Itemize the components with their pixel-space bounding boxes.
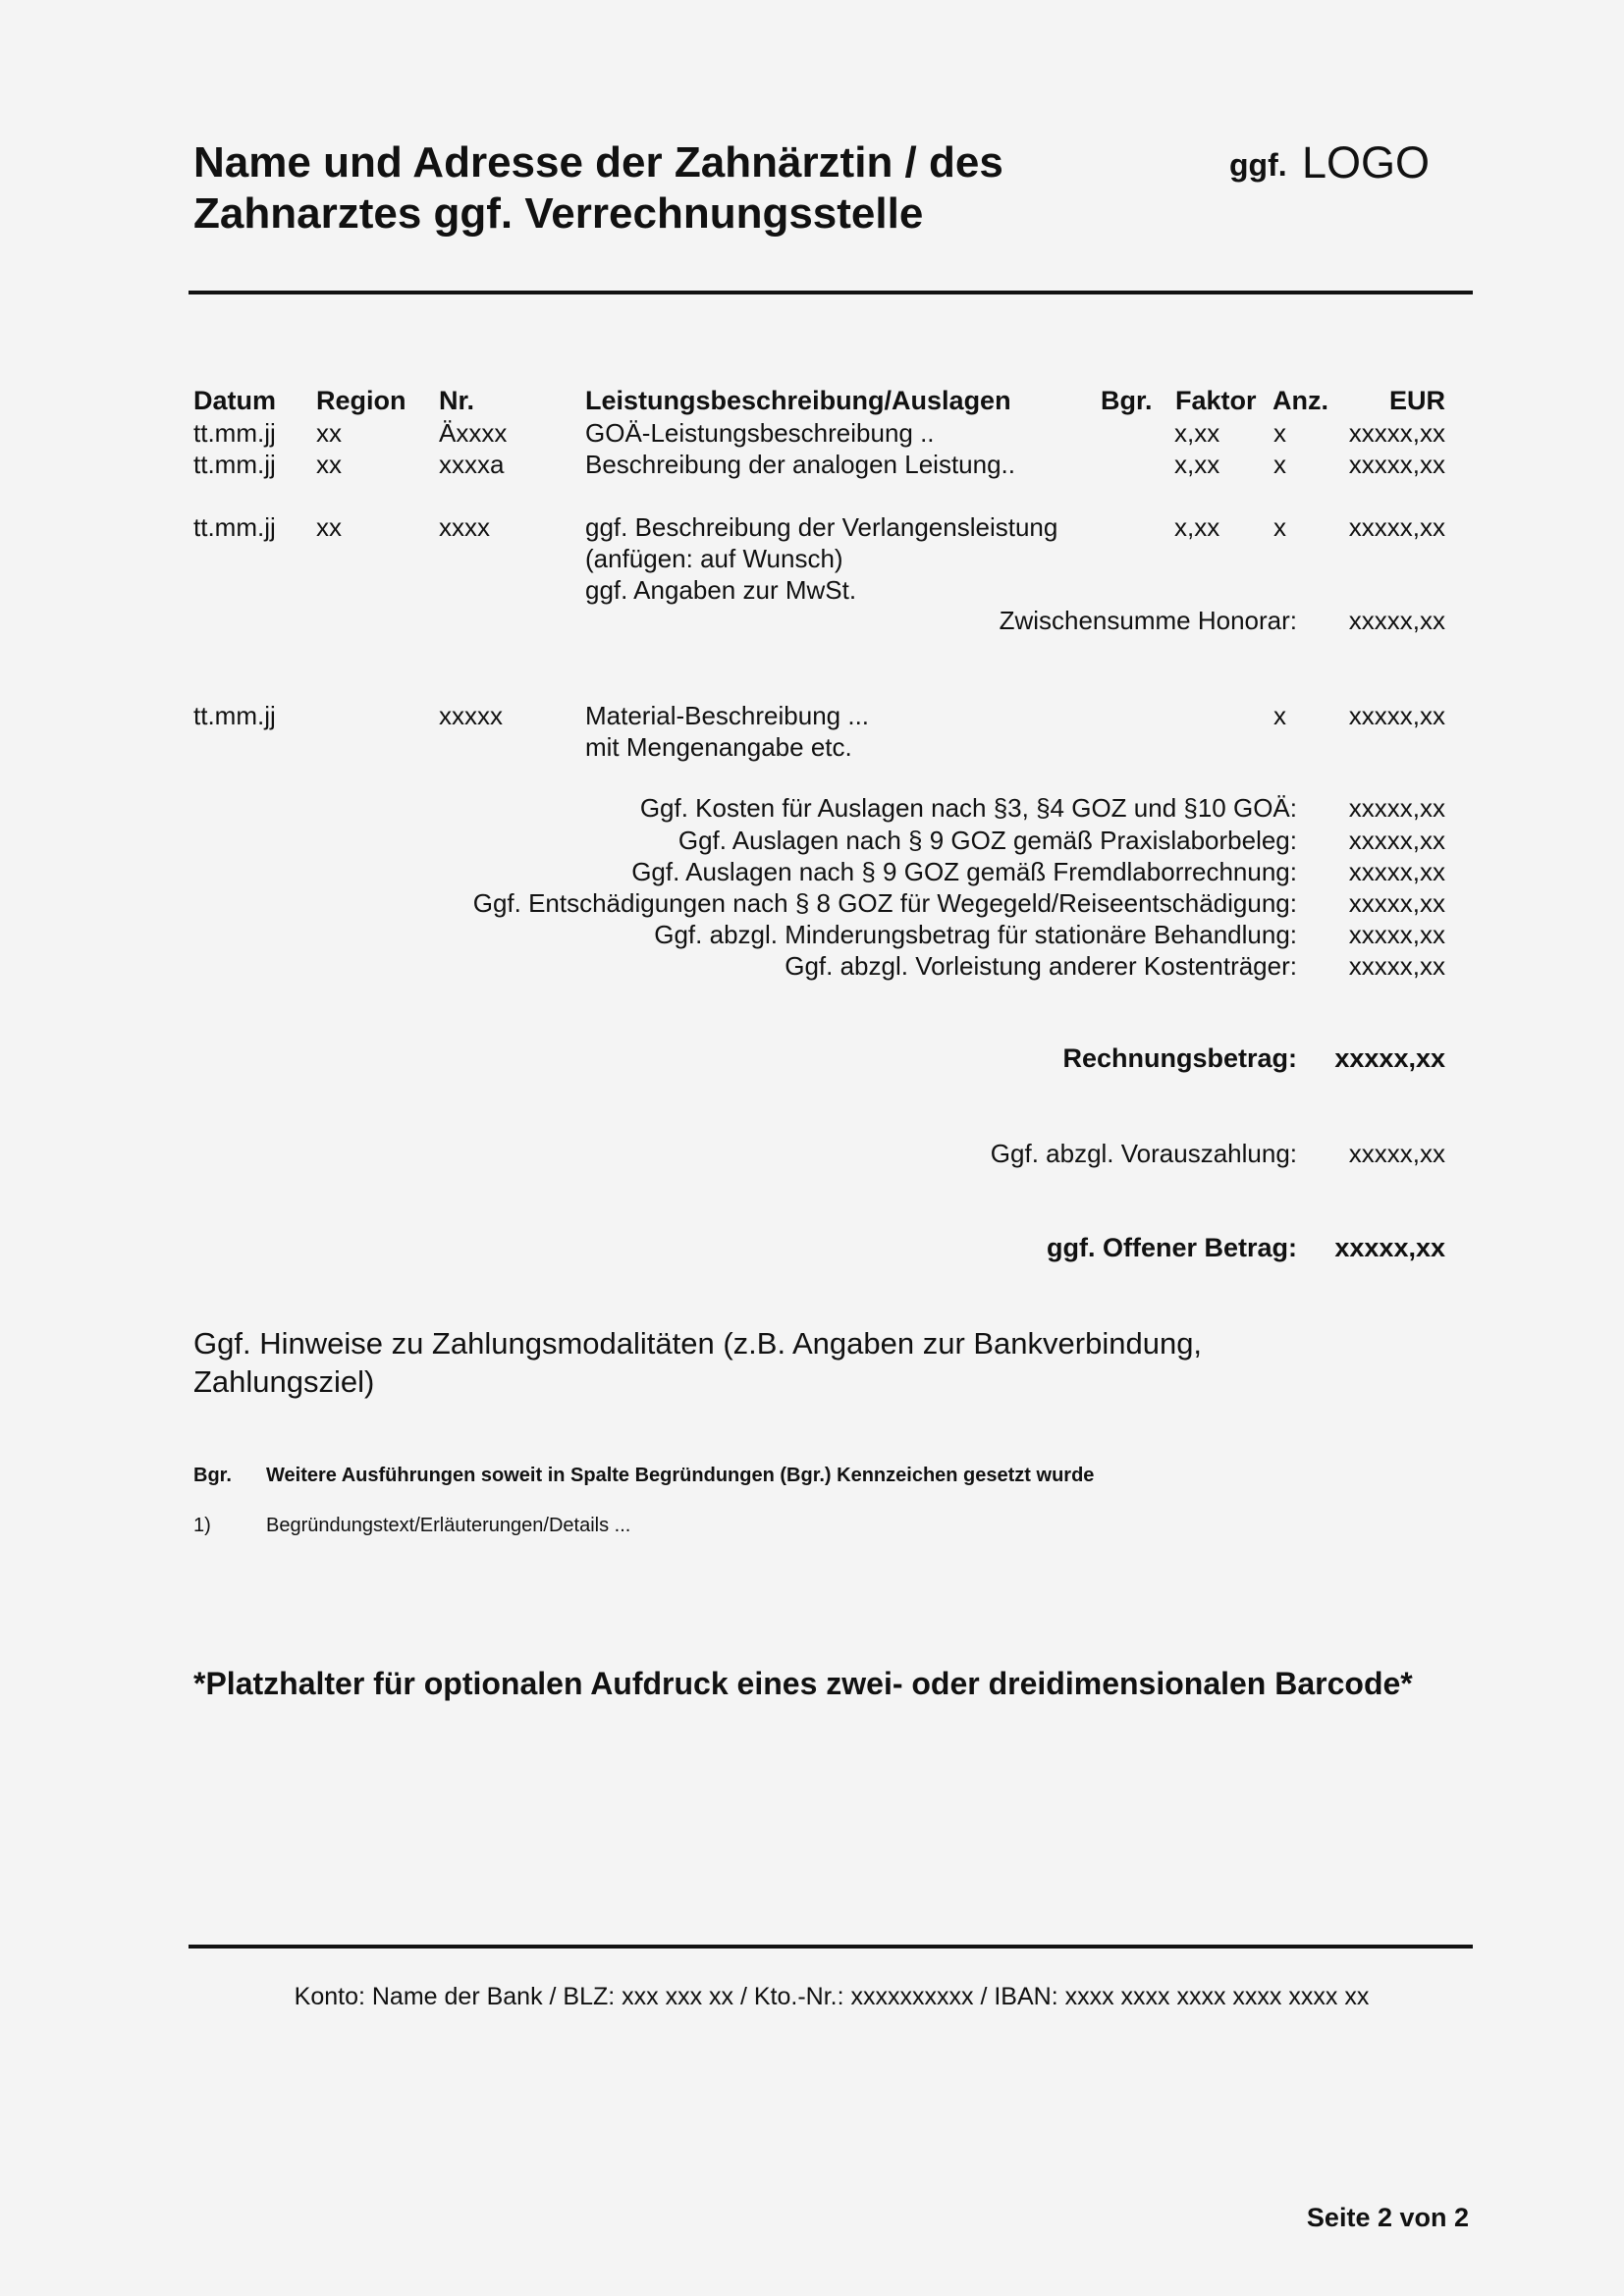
prepayment-value: xxxxx,xx — [1348, 1139, 1445, 1168]
expense-value: xxxxx,xx — [1348, 826, 1445, 855]
cell-eur: xxxxx,xx — [1348, 701, 1445, 730]
col-anz: Anz. — [1272, 386, 1328, 415]
col-datum: Datum — [193, 386, 277, 415]
cell-region: xx — [316, 450, 342, 479]
expense-value: xxxxx,xx — [1348, 793, 1445, 823]
cell-eur: xxxxx,xx — [1348, 512, 1445, 542]
justification-item-key: 1) — [193, 1515, 211, 1536]
col-bgr: Bgr. — [1101, 386, 1153, 415]
expense-label: Ggf. Auslagen nach § 9 GOZ gemäß Praxislaborbeleg: — [677, 826, 1297, 855]
subtotal-label: Zwischensumme Honorar: — [999, 606, 1297, 635]
cell-beschreibung: Material-Beschreibung ... — [585, 701, 870, 730]
cell-faktor: x,xx — [1174, 450, 1220, 479]
expense-value: xxxxx,xx — [1348, 857, 1445, 886]
cell-eur: xxxxx,xx — [1348, 450, 1445, 479]
expense-label: Ggf. abzgl. Minderungsbetrag für stationäre Behandlung: — [654, 920, 1297, 949]
subtotal-value: xxxxx,xx — [1348, 606, 1445, 635]
invoice-total-label: Rechnungsbetrag: — [1062, 1043, 1297, 1073]
page-number: Seite 2 von 2 — [1306, 2203, 1469, 2232]
payment-notes-line2: Zahlungsziel) — [193, 1364, 375, 1399]
cell-datum: tt.mm.jj — [193, 418, 276, 448]
justification-item-text: Begründungstext/Erläuterungen/Details ... — [266, 1515, 631, 1536]
header-divider — [189, 291, 1473, 294]
open-amount-label: ggf. Offener Betrag: — [1046, 1233, 1297, 1262]
cell-beschreibung-line3: ggf. Angaben zur MwSt. — [585, 575, 857, 605]
cell-datum: tt.mm.jj — [193, 450, 276, 479]
cell-anz: x — [1273, 418, 1286, 448]
cell-nr: xxxxx — [439, 701, 503, 730]
practice-name-line2: Zahnarztes ggf. Verrechnungsstelle — [193, 189, 924, 238]
justification-key: Bgr. — [193, 1465, 232, 1486]
cell-beschreibung-line2: (anfügen: auf Wunsch) — [585, 544, 843, 573]
cell-anz: x — [1273, 450, 1286, 479]
cell-faktor: x,xx — [1174, 512, 1220, 542]
col-eur: EUR — [1388, 386, 1445, 415]
cell-datum: tt.mm.jj — [193, 512, 276, 542]
logo-placeholder: LOGO — [1302, 137, 1431, 187]
cell-beschreibung: GOÄ-Leistungsbeschreibung .. — [585, 418, 935, 448]
cell-anz: x — [1273, 512, 1286, 542]
cell-anz: x — [1273, 701, 1286, 730]
cell-faktor: x,xx — [1174, 418, 1220, 448]
col-nr: Nr. — [439, 386, 475, 415]
cell-nr: xxxx — [439, 512, 490, 542]
cell-eur: xxxxx,xx — [1348, 418, 1445, 448]
practice-name-line1: Name und Adresse der Zahnärztin / des — [193, 138, 1003, 187]
expense-label: Ggf. Auslagen nach § 9 GOZ gemäß Fremdlaborrechnung: — [631, 857, 1297, 886]
footer-divider — [189, 1945, 1473, 1949]
cell-beschreibung: Beschreibung der analogen Leistung.. — [585, 450, 1015, 479]
col-beschreibung: Leistungsbeschreibung/Auslagen — [585, 386, 1011, 415]
prepayment-label: Ggf. abzgl. Vorauszahlung: — [990, 1139, 1297, 1168]
cell-region: xx — [316, 418, 342, 448]
cell-beschreibung: ggf. Beschreibung der Verlangensleistung — [585, 512, 1058, 542]
justification-heading: Weitere Ausführungen soweit in Spalte Begründungen (Bgr.) Kennzeichen gesetzt wurde — [266, 1465, 1095, 1486]
expense-label: Ggf. abzgl. Vorleistung anderer Kostenträger: — [785, 951, 1297, 981]
open-amount-value: xxxxx,xx — [1334, 1233, 1445, 1262]
cell-nr: Äxxxx — [439, 418, 508, 448]
expense-label: Ggf. Kosten für Auslagen nach §3, §4 GOZ und §10 GOÄ: — [639, 793, 1297, 823]
cell-region: xx — [316, 512, 342, 542]
barcode-placeholder: *Platzhalter für optionalen Aufdruck eines zwei- oder dreidimensionalen Barcode* — [193, 1666, 1413, 1701]
payment-notes-line1: Ggf. Hinweise zu Zahlungsmodalitäten (z.B. Angaben zur Bankverbindung, — [193, 1326, 1203, 1361]
col-faktor: Faktor — [1175, 386, 1257, 415]
expense-value: xxxxx,xx — [1348, 888, 1445, 918]
cell-beschreibung-line2: mit Mengenangabe etc. — [585, 732, 852, 762]
expense-value: xxxxx,xx — [1348, 920, 1445, 949]
bank-details: Konto: Name der Bank / BLZ: xxx xxx xx / Kto.-Nr.: xxxxxxxxxx / IBAN: xxxx xxxx xxxx xxxx xxxx xx — [294, 1983, 1370, 2010]
expense-label: Ggf. Entschädigungen nach § 8 GOZ für Wegegeld/Reiseentschädigung: — [472, 888, 1297, 918]
cell-nr: xxxxa — [439, 450, 505, 479]
invoice-total-value: xxxxx,xx — [1334, 1043, 1445, 1073]
expense-value: xxxxx,xx — [1348, 951, 1445, 981]
logo-prefix: ggf. — [1229, 147, 1287, 183]
cell-datum: tt.mm.jj — [193, 701, 276, 730]
col-region: Region — [316, 386, 406, 415]
